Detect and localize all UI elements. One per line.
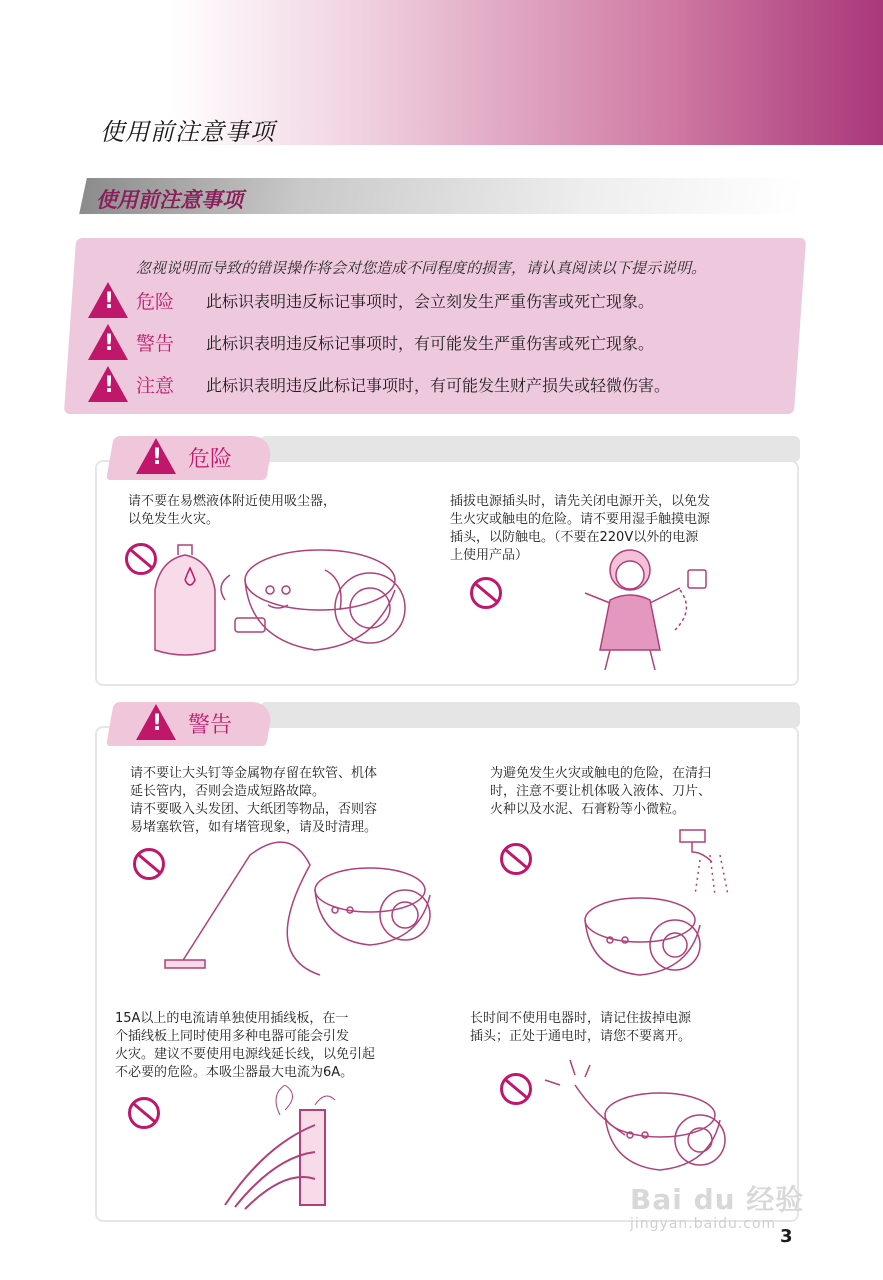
warning-triangle-icon: !	[136, 704, 176, 740]
warning-tab	[110, 702, 800, 746]
prohibited-icon	[470, 577, 502, 609]
vacuum-flammable-illustration	[130, 530, 410, 670]
warning-item-4-text: 长时间不使用电器时，请记住拔掉电源 插头；正处于通电时，请您不要离开。	[470, 1011, 692, 1044]
level-desc: 此标识表明违反此标记事项时，有可能发生财产损失或轻微伤害。	[206, 375, 671, 395]
danger-item-1-text: 请不要在易燃液体附近使用吸尘器， 以免发生火灾。	[128, 494, 337, 527]
danger-tab	[110, 436, 800, 480]
prohibited-icon	[500, 843, 532, 875]
intro-text: 忽视说明而导致的错误操作将会对您造成不同程度的损害，请认真阅读以下提示说明。	[136, 259, 707, 277]
level-row-caution	[88, 364, 670, 404]
level-row-warning	[88, 322, 654, 362]
prohibited-icon	[128, 1097, 160, 1129]
girl-wet-hands-illustration	[580, 545, 720, 680]
vacuum-hose-illustration	[160, 835, 450, 1000]
level-row-danger	[88, 280, 654, 320]
vacuum-water-illustration	[560, 825, 740, 995]
section-title: 使用前注意事项	[96, 188, 243, 212]
power-strip-illustration	[220, 1085, 360, 1210]
warning-item-2-text: 为避免发生火灾或触电的危险，在清扫 时，注意不要让机体吸入液体、刀片、 火种以及水泥、石膏粉等小微粒。	[490, 766, 712, 817]
header-gradient-band	[170, 0, 883, 145]
warning-triangle-icon: !	[136, 438, 176, 474]
prohibited-icon	[500, 1073, 532, 1105]
level-desc: 此标识表明违反标记事项时，会立刻发生严重伤害或死亡现象。	[206, 291, 655, 311]
page-title: 使用前注意事项	[100, 118, 275, 146]
warning-item-3-text: 15A以上的电流请单独使用插线板，在一 个插线板上同时使用多种电器可能会引发 火灾。建议不要使用电源线延长线，以免引起 不必要的危险。本吸尘器最大电流为6A。	[115, 1011, 376, 1080]
warning-triangle-icon: !	[88, 282, 128, 318]
warning-triangle-icon: !	[88, 366, 128, 402]
watermark-url: jingyan.baidu.com	[630, 1216, 777, 1232]
warning-label: 警告	[188, 713, 233, 738]
page-number: 3	[780, 1226, 793, 1247]
danger-item-2-text: 插拔电源插头时，请先关闭电源开关，以免发 生火灾或触电的危险。请不要用湿手触摸电源 插头，以防触电。（不要在220V以外的电源 上使用产品）	[450, 494, 711, 563]
level-name: 危险	[136, 290, 175, 313]
level-name: 注意	[136, 374, 175, 397]
level-name: 警告	[136, 332, 175, 355]
warning-triangle-icon: !	[88, 324, 128, 360]
warning-item-1-text: 请不要让大头钉等金属物存留在软管、机体 延长管内，否则会造成短路故障。 请不要吸入头发团、大纸团等物品，否则容 易堵塞软管，如有堵管现象，请及时清理。	[130, 766, 378, 835]
level-desc: 此标识表明违反标记事项时，有可能发生严重伤害或死亡现象。	[206, 333, 655, 353]
watermark-logo: Bai du 经验	[630, 1183, 805, 1216]
danger-label: 危险	[188, 447, 233, 472]
vacuum-unplug-illustration	[540, 1060, 750, 1190]
